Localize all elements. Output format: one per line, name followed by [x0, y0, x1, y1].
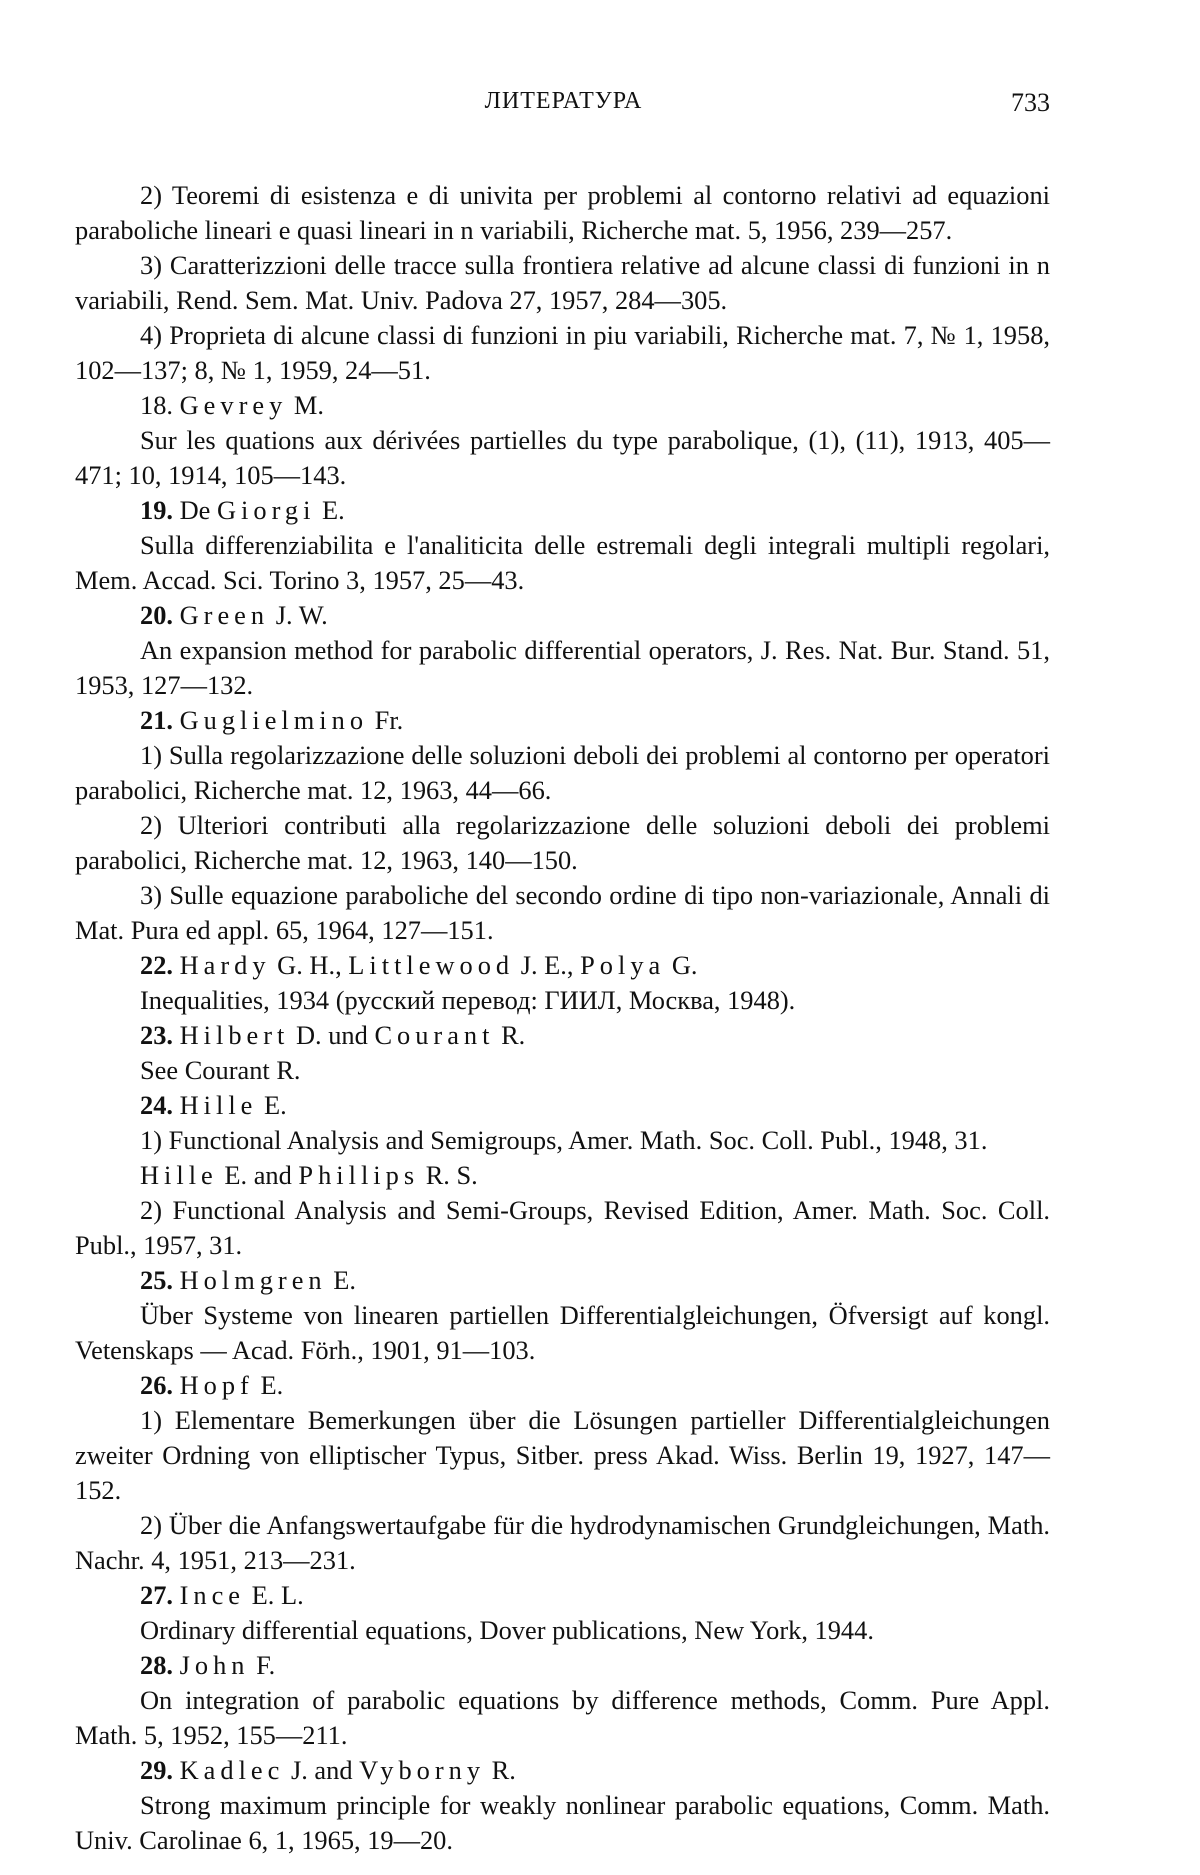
reference-text-23: See Courant R. [140, 1055, 301, 1085]
reference-entry-26-2: 2) Über die Anfangswertaufgabe für die hydrodynamischen Grundgleichungen, Math. Nachr. 4, 1951, 213—231. [75, 1510, 1050, 1575]
author-name: John [179, 1650, 250, 1680]
reference-heading-25 [75, 1263, 1050, 1298]
author-name: Ince [179, 1580, 246, 1610]
reference-heading-20 [75, 598, 1050, 633]
reference-text-27: Ordinary differential equations, Dover publications, New York, 1944. [140, 1615, 874, 1645]
author-name: Hille [140, 1160, 218, 1190]
reference-heading-29 [75, 1753, 1050, 1788]
author-name: Hilbert [179, 1020, 290, 1050]
author-initials: E. [322, 495, 345, 525]
author-name: Courant [374, 1020, 495, 1050]
reference-entry-21-3: 3) Sulle equazione paraboliche del secondo ordine di tipo non-variazionale, Annali di Mat. Pura ed appl. 65, 1964, 127—151. [75, 880, 1050, 945]
reference-entry-17-2: 2) Teoremi di esistenza e di univita per problemi al contorno relativi ad equazioni paraboliche lineari e quasi lineari in n variabili, Richerche mat. 5, 1956, 239—257. [75, 180, 1050, 245]
reference-number: 23. [140, 1020, 173, 1050]
reference-entry-17-3: 3) Caratterizzioni delle tracce sulla frontiera relative ad alcune classi di funzioni in n variabili, Rend. Sem. Mat. Univ. Padova 27, 1957, 284—305. [75, 250, 1050, 315]
author-name: Kadlec [179, 1755, 285, 1785]
author-initials: J. E., [520, 950, 574, 980]
reference-text-18: Sur les quations aux dérivées partielles du type parabolique, (1), (11), 1913, 405—471; 10, 1914, 105—143. [75, 425, 1050, 490]
author-initials: F. [256, 1650, 276, 1680]
reference-heading-22 [75, 948, 1050, 983]
author-name: Hardy [179, 950, 271, 980]
reference-entry-26-1: 1) Elementare Bemerkungen über die Lösungen partieller Differentialgleichungen zweiter Ordning von elliptischer Typus, Sitber. press Akad. Wiss. Berlin 19, 1927, 147—152. [75, 1405, 1050, 1505]
running-title: ЛИТЕРАТУРА [484, 88, 643, 114]
author-initials: D. und [295, 1020, 368, 1050]
author-initials: E. [260, 1370, 284, 1400]
page-number: 733 [1011, 88, 1050, 117]
reference-number: 18. [140, 390, 173, 420]
reference-number: 20. [140, 600, 173, 630]
reference-entry-17-4: 4) Proprieta di alcune classi di funzioni in piu variabili, Richerche mat. 7, № 1, 1958, 102—137; 8, № 1, 1959, 24—51. [75, 320, 1050, 385]
author-initials: E. L. [251, 1580, 304, 1610]
author-initials: R. [491, 1755, 516, 1785]
author-name: Guglielmino [179, 705, 369, 735]
reference-number: 27. [140, 1580, 173, 1610]
reference-number: 29. [140, 1755, 173, 1785]
reference-text-19: Sulla differenziabilita e l'analiticita delle estremali degli integrali multipli regolari, Mem. Accad. Sci. Torino 3, 1957, 25—43. [75, 530, 1050, 595]
reference-heading-24 [75, 1088, 1050, 1123]
author-initials: J. W. [275, 600, 328, 630]
reference-heading-26 [75, 1368, 1050, 1403]
author-name: Giorgi [217, 495, 316, 525]
reference-number: 22. [140, 950, 173, 980]
reference-text-29: Strong maximum principle for weakly nonlinear parabolic equations, Comm. Math. Univ. Carolinae 6, 1, 1965, 19—20. [75, 1790, 1050, 1855]
reference-heading-18 [75, 388, 1050, 423]
author-initials: Fr. [374, 705, 404, 735]
reference-list [75, 178, 1050, 1858]
reference-heading-21 [75, 703, 1050, 738]
reference-heading-28 [75, 1648, 1050, 1683]
author-initials: J. and [290, 1755, 353, 1785]
reference-number: 28. [140, 1650, 173, 1680]
reference-number: 26. [140, 1370, 173, 1400]
reference-text-20: An expansion method for parabolic differential operators, J. Res. Nat. Bur. Stand. 51, 1953, 127—132. [75, 635, 1050, 700]
author-name: Gevrey [179, 390, 288, 420]
author-initials: R. S. [425, 1160, 478, 1190]
author-name: Phillips [298, 1160, 420, 1190]
reference-number: 21. [140, 705, 173, 735]
reference-entry-21-2: 2) Ulteriori contributi alla regolarizzazione delle soluzioni deboli dei problemi parabolici, Richerche mat. 12, 1963, 140—150. [75, 810, 1050, 875]
reference-entry-24-1: 1) Functional Analysis and Semigroups, Amer. Math. Soc. Coll. Publ., 1948, 31. [140, 1125, 988, 1155]
reference-text-28: On integration of parabolic equations by difference methods, Comm. Pure Appl. Math. 5, 1952, 155—211. [75, 1685, 1050, 1750]
author-name: Littlewood [348, 950, 515, 980]
author-name: Holmgren [179, 1265, 327, 1295]
reference-text-25: Über Systeme von linearen partiellen Differentialgleichungen, Öfversigt auf kongl. Vetenskaps — Acad. Förh., 1901, 91—103. [75, 1300, 1050, 1365]
author-initials: R. [501, 1020, 526, 1050]
author-initials: E. [264, 1090, 287, 1120]
reference-entry-21-1: 1) Sulla regolarizzazione delle soluzioni deboli dei problemi al contorno per operatori parabolici, Richerche mat. 12, 1963, 44—66. [75, 740, 1050, 805]
author-name: Hopf [179, 1370, 254, 1400]
reference-heading-27 [75, 1578, 1050, 1613]
author-name: Polya [580, 950, 666, 980]
author-initials: M. [293, 390, 324, 420]
author-initials: G. [671, 950, 698, 980]
reference-heading-23 [75, 1018, 1050, 1053]
author-name: Green [179, 600, 270, 630]
reference-number: 24. [140, 1090, 173, 1120]
author-initials: E. [333, 1265, 356, 1295]
author-prefix: De [179, 495, 211, 525]
running-header [77, 88, 1050, 132]
author-name: Hille [179, 1090, 258, 1120]
author-name: Vyborny [359, 1755, 486, 1785]
reference-number: 19. [140, 495, 173, 525]
reference-number: 25. [140, 1265, 173, 1295]
reference-subheading-24 [75, 1158, 1050, 1193]
reference-text-22: Inequalities, 1934 (русский перевод: ГИИЛ, Москва, 1948). [140, 985, 796, 1015]
reference-entry-24-2: 2) Functional Analysis and Semi-Groups, Revised Edition, Amer. Math. Soc. Coll. Publ., 1957, 31. [75, 1195, 1050, 1260]
reference-heading-19 [75, 493, 1050, 528]
author-initials: G. H., [277, 950, 342, 980]
author-initials: E. and [224, 1160, 292, 1190]
